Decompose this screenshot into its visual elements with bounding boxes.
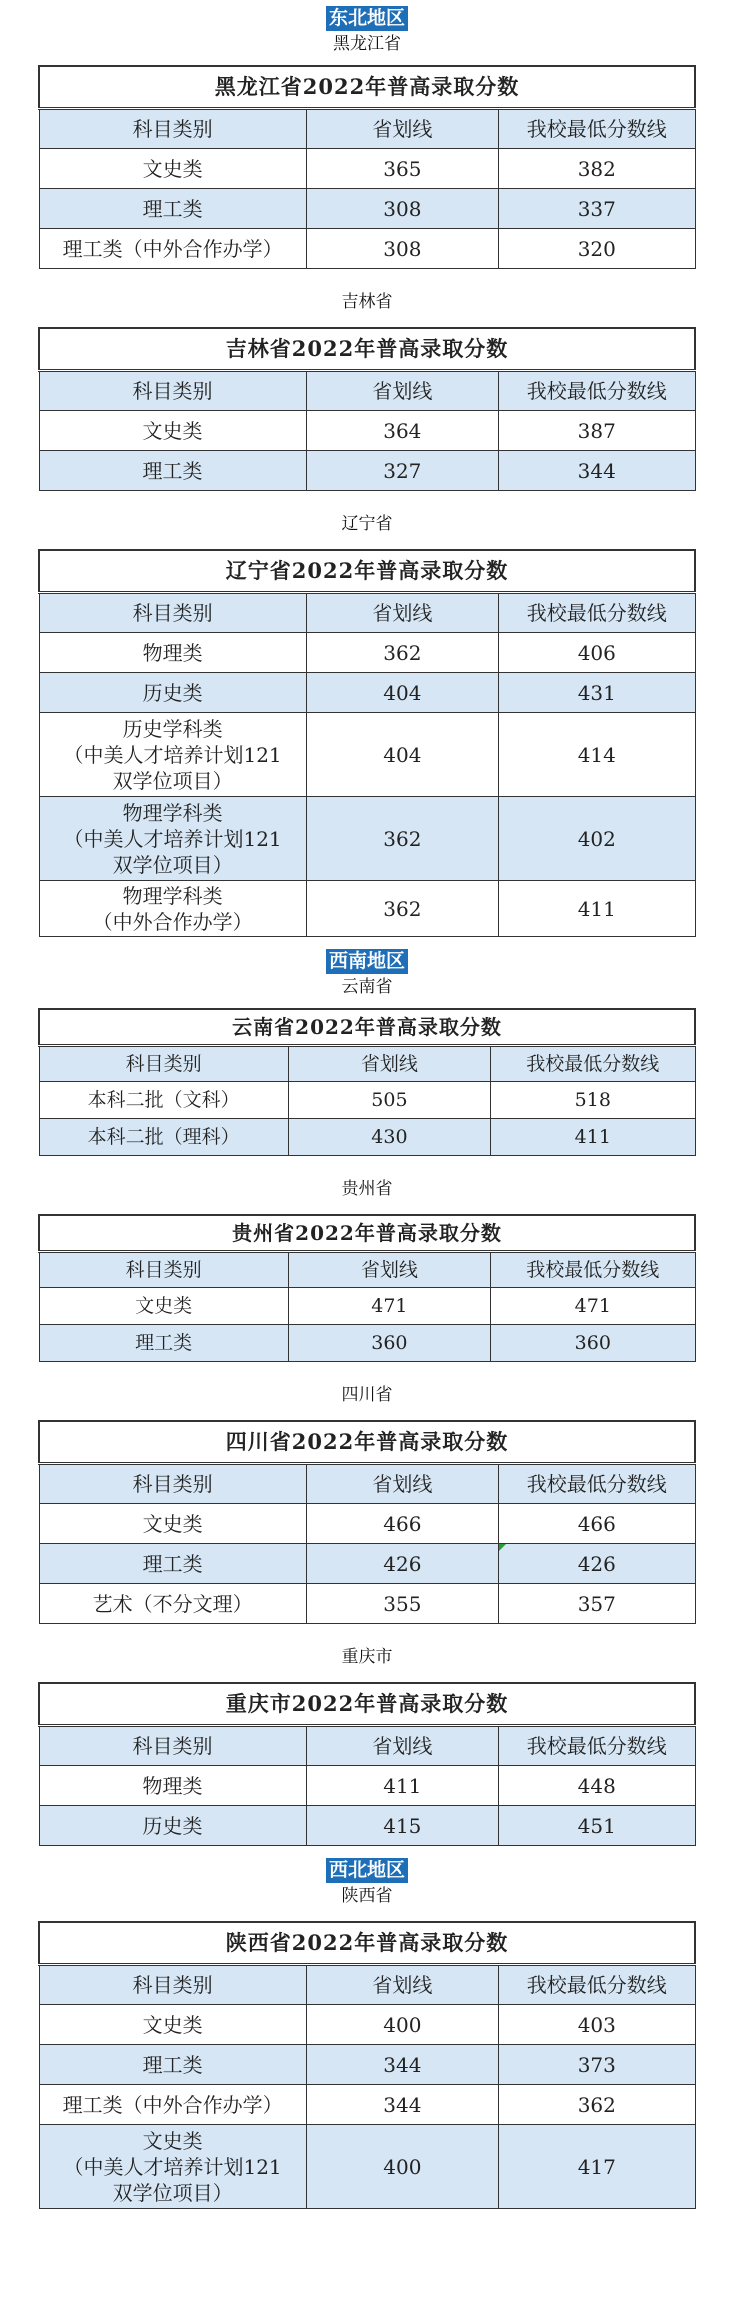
header-school-min: 我校最低分数线: [499, 1965, 695, 2005]
table-row: [39, 1288, 695, 1325]
table-row: [39, 1766, 695, 1806]
province-label-chongqing: 重庆市: [341, 1647, 393, 1667]
province-label-sichuan: 四川省: [341, 1385, 393, 1405]
school-score-cell: 406: [499, 633, 695, 673]
subject-cell: 本科二批（文科）: [39, 1082, 288, 1119]
header-subject: 科目类别: [39, 1965, 306, 2005]
region-northwest-badge: 西北地区: [326, 1858, 408, 1883]
subject-cell: 文史类: [39, 149, 306, 189]
table-title: 重庆市2022年普高录取分数: [39, 1683, 695, 1726]
table-row: [39, 713, 695, 797]
subject-line: 物理学科类: [122, 883, 223, 908]
subject-cell: [39, 713, 306, 797]
table-title: 云南省2022年普高录取分数: [39, 1009, 695, 1046]
header-subject: 科目类别: [39, 371, 306, 411]
header-province-line: 省划线: [306, 593, 498, 633]
subject-cell: 本科二批（理科）: [39, 1119, 288, 1156]
header-school-min: 我校最低分数线: [499, 371, 695, 411]
school-score-cell: 414: [499, 713, 695, 797]
province-score-cell: 355: [306, 1584, 498, 1624]
header-school-min: 我校最低分数线: [499, 109, 695, 149]
school-score-value: 426: [577, 1551, 616, 1576]
province-label-yunnan: 云南省: [341, 977, 393, 997]
school-score-cell: 411: [491, 1119, 695, 1156]
subject-line: （中美人才培养计划121: [63, 742, 282, 767]
table-row: [39, 229, 695, 269]
table-row: [39, 2125, 695, 2209]
province-score-cell: 466: [306, 1504, 498, 1544]
score-table-heilongjiang: [38, 65, 696, 269]
table-title: 陕西省2022年普高录取分数: [39, 1922, 695, 1965]
province-score-cell: 344: [306, 2045, 498, 2085]
subject-line: 历史学科类: [122, 716, 223, 741]
subject-cell: 文史类: [39, 2005, 306, 2045]
region-southwest-badge: 西南地区: [326, 949, 408, 974]
subject-line: 双学位项目）: [112, 768, 233, 793]
province-score-cell: 308: [306, 229, 498, 269]
province-score-cell: 411: [306, 1766, 498, 1806]
province-score-cell: 400: [306, 2125, 498, 2209]
school-score-cell: 337: [499, 189, 695, 229]
subject-cell: 历史类: [39, 673, 306, 713]
school-score-cell: 451: [499, 1806, 695, 1846]
score-table-sichuan: [38, 1420, 696, 1624]
school-score-cell: 382: [499, 149, 695, 189]
header-subject: 科目类别: [39, 1046, 288, 1082]
score-table-shaanxi: [38, 1921, 696, 2209]
subject-line: （中美人才培养计划121: [63, 826, 282, 851]
province-score-cell: 364: [306, 411, 498, 451]
subject-cell: 理工类（中外合作办学）: [39, 2085, 306, 2125]
table-row: [39, 797, 695, 881]
school-score-cell: 360: [491, 1325, 695, 1362]
subject-line: 双学位项目）: [112, 852, 233, 877]
header-province-line: 省划线: [306, 371, 498, 411]
subject-line: （中美人才培养计划121: [63, 2154, 282, 2179]
subject-line: 物理学科类: [122, 800, 223, 825]
table-row: [39, 411, 695, 451]
header-school-min: 我校最低分数线: [499, 1726, 695, 1766]
score-table-chongqing: [38, 1682, 696, 1846]
header-subject: 科目类别: [39, 593, 306, 633]
subject-cell: 历史类: [39, 1806, 306, 1846]
school-score-cell: 387: [499, 411, 695, 451]
subject-cell: 文史类: [39, 1288, 288, 1325]
province-label-shaanxi: 陕西省: [341, 1886, 393, 1906]
school-score-cell: 402: [499, 797, 695, 881]
province-score-cell: 344: [306, 2085, 498, 2125]
province-score-cell: 404: [306, 713, 498, 797]
table-title: 黑龙江省2022年普高录取分数: [39, 66, 695, 109]
subject-cell: 理工类（中外合作办学）: [39, 229, 306, 269]
subject-cell: 文史类: [39, 411, 306, 451]
table-row: [39, 1504, 695, 1544]
province-score-cell: 362: [306, 633, 498, 673]
subject-cell: 理工类: [39, 2045, 306, 2085]
province-score-cell: 362: [306, 881, 498, 937]
table-title: 吉林省2022年普高录取分数: [39, 328, 695, 371]
subject-cell: 理工类: [39, 451, 306, 491]
table-title: 四川省2022年普高录取分数: [39, 1421, 695, 1464]
province-score-cell: 362: [306, 797, 498, 881]
school-score-cell: 471: [491, 1288, 695, 1325]
school-score-cell: 362: [499, 2085, 695, 2125]
header-province-line: 省划线: [306, 1965, 498, 2005]
score-table-liaoning: [38, 549, 696, 937]
table-row: [39, 451, 695, 491]
province-label-heilongjiang: 黑龙江省: [333, 34, 401, 54]
table-row: [39, 2085, 695, 2125]
table-title: 辽宁省2022年普高录取分数: [39, 550, 695, 593]
header-subject: 科目类别: [39, 1252, 288, 1288]
table-row: [39, 1584, 695, 1624]
province-score-cell: 426: [306, 1544, 498, 1584]
province-score-cell: 400: [306, 2005, 498, 2045]
cell-comment-marker: [499, 1544, 506, 1551]
table-row: [39, 2045, 695, 2085]
subject-line: 文史类: [142, 2128, 203, 2153]
header-subject: 科目类别: [39, 1726, 306, 1766]
subject-cell: 文史类: [39, 1504, 306, 1544]
province-score-cell: 415: [306, 1806, 498, 1846]
subject-cell: [39, 881, 306, 937]
province-label-liaoning: 辽宁省: [341, 514, 393, 534]
score-table-yunnan: [38, 1008, 696, 1156]
province-score-cell: 365: [306, 149, 498, 189]
header-subject: 科目类别: [39, 109, 306, 149]
table-row: [39, 673, 695, 713]
school-score-cell: 357: [499, 1584, 695, 1624]
header-school-min: 我校最低分数线: [499, 1464, 695, 1504]
header-province-line: 省划线: [288, 1046, 490, 1082]
subject-cell: 理工类: [39, 189, 306, 229]
school-score-cell: [499, 1544, 695, 1584]
school-score-cell: 448: [499, 1766, 695, 1806]
header-school-min: 我校最低分数线: [499, 593, 695, 633]
province-score-cell: 505: [288, 1082, 490, 1119]
table-row: [39, 2005, 695, 2045]
province-label-guizhou: 贵州省: [341, 1179, 393, 1199]
table-row: [39, 149, 695, 189]
school-score-cell: 411: [499, 881, 695, 937]
table-row: [39, 189, 695, 229]
school-score-cell: 403: [499, 2005, 695, 2045]
subject-cell: [39, 797, 306, 881]
table-row: [39, 1806, 695, 1846]
school-score-cell: 373: [499, 2045, 695, 2085]
table-title: 贵州省2022年普高录取分数: [39, 1215, 695, 1252]
province-score-cell: 360: [288, 1325, 490, 1362]
header-province-line: 省划线: [306, 1464, 498, 1504]
region-northeast-badge: 东北地区: [326, 6, 408, 31]
subject-cell: [39, 2125, 306, 2209]
table-row: [39, 1119, 695, 1156]
header-province-line: 省划线: [306, 1726, 498, 1766]
school-score-cell: 320: [499, 229, 695, 269]
subject-cell: 艺术（不分文理）: [39, 1584, 306, 1624]
header-school-min: 我校最低分数线: [491, 1046, 695, 1082]
province-score-cell: 327: [306, 451, 498, 491]
school-score-cell: 431: [499, 673, 695, 713]
province-score-cell: 404: [306, 673, 498, 713]
header-subject: 科目类别: [39, 1464, 306, 1504]
province-score-cell: 308: [306, 189, 498, 229]
subject-cell: 物理类: [39, 1766, 306, 1806]
school-score-cell: 417: [499, 2125, 695, 2209]
subject-line: 双学位项目）: [112, 2180, 233, 2205]
header-province-line: 省划线: [306, 109, 498, 149]
subject-cell: 物理类: [39, 633, 306, 673]
province-label-jilin: 吉林省: [341, 292, 393, 312]
score-table-guizhou: [38, 1214, 696, 1362]
table-row: [39, 633, 695, 673]
subject-line: （中外合作办学）: [92, 909, 253, 934]
subject-cell: 理工类: [39, 1544, 306, 1584]
table-row: [39, 1544, 695, 1584]
school-score-cell: 466: [499, 1504, 695, 1544]
table-row: [39, 881, 695, 937]
header-province-line: 省划线: [288, 1252, 490, 1288]
province-score-cell: 430: [288, 1119, 490, 1156]
score-table-jilin: [38, 327, 696, 491]
school-score-cell: 344: [499, 451, 695, 491]
table-row: [39, 1082, 695, 1119]
table-row: [39, 1325, 695, 1362]
province-score-cell: 471: [288, 1288, 490, 1325]
subject-cell: 理工类: [39, 1325, 288, 1362]
header-school-min: 我校最低分数线: [491, 1252, 695, 1288]
school-score-cell: 518: [491, 1082, 695, 1119]
